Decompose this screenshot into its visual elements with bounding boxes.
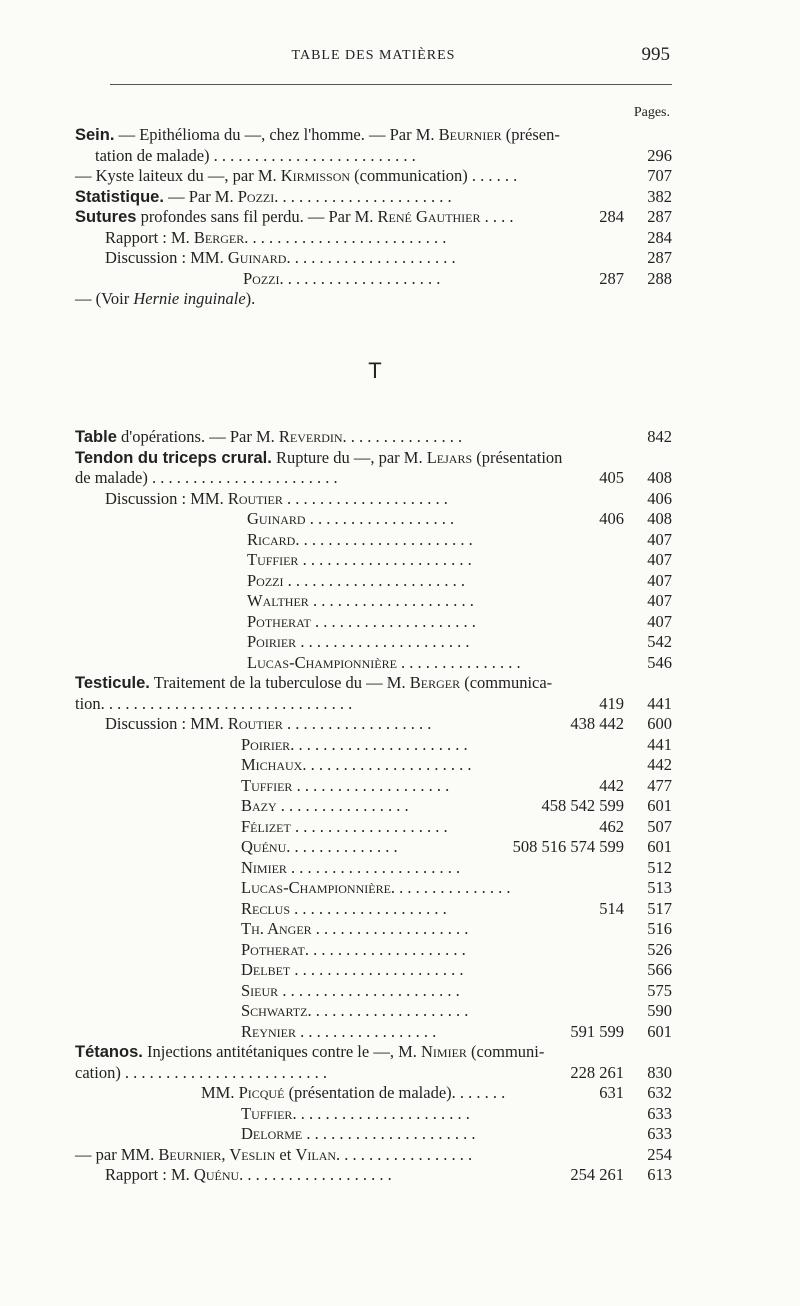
entry-text: . . . . . . . . . . . . . . . . . . . . . [298,550,472,569]
page-ref: 566 [647,960,672,979]
entry-text: . . . . . . . . . . . . . . . . . . . . . [302,1124,476,1143]
author-name: Lejars [426,447,473,467]
page-ref: 632 [647,1083,672,1102]
entry-text: . . . . . . . . . . . . . . . . . . . . . [286,248,456,267]
entry-text: cation) . . . . . . . . . . . . . . . . . . . . . . . . . [75,1062,328,1082]
author-name: Picqué [238,1083,285,1102]
entry-text: (présentation [472,447,563,467]
entry-text: Rupture du —, par M. [271,447,427,467]
index-entry [75,146,672,167]
entry-text: ). [245,289,256,308]
entry-text: de malade) . . . . . . . . . . . . . . . . . . . . . . . [75,468,338,487]
header-rule [110,84,672,85]
page-ref: 284 [647,227,672,247]
page-ref: 633 [647,1103,672,1123]
page-ref: 407 [647,591,672,610]
page-ref: 512 [647,857,672,877]
index-entry [75,1083,672,1104]
author-name: Berger [193,227,245,247]
index-block-t [75,427,672,1186]
index-entry [75,207,672,228]
entry-text: . . . . . . . . . . . . . . . . . . . . [304,939,466,959]
page-ref: 633 [647,1124,672,1143]
index-entry [75,735,672,756]
entry-text: . . . . . . . . . . . . . . . . . . . [311,919,469,938]
index-entry [75,550,672,571]
section-letter: T [368,358,382,383]
author-name: Beurnier [438,125,502,144]
entry-text: — Epithélioma du —, chez l'homme. — Par M. [114,125,439,144]
page-ref: 590 [647,1001,672,1020]
author-name: Reverdin [278,427,343,446]
index-entry [75,940,672,961]
pages-column-label: Pages. [633,105,670,120]
page-ref: 601 [647,1021,672,1041]
entry-text: . . . . . . . . . . . . . . . . . . . . . . [283,570,465,590]
page-ref: 407 [647,529,672,549]
index-entry [75,755,672,776]
entry-text: . . . . . . . . . . . . . . . . . . . . [279,268,441,288]
entry-text: et [275,1144,296,1164]
page-ref: 441 [647,734,672,754]
index-entry [75,632,672,653]
index-entry [75,591,672,612]
page-ref: 613 [647,1165,672,1184]
entry-text: . . . . . . . . . . . . . . . . . . . . . . [274,186,452,206]
author-name: Poirier [241,734,291,754]
page-refs: 508 516 574 599 [512,837,624,856]
entry-text: . . . . . . . . . . . . . . . . . . . . [282,488,448,508]
page-ref: 407 [647,611,672,631]
author-name: Th. Anger [241,919,312,938]
author-name: Potherat [241,939,305,959]
author-name: Michaux [241,755,303,774]
page-refs: 514 [599,898,624,918]
entry-heading: Sein. [75,126,115,144]
author-name: Nimier [421,1042,467,1061]
entry-text: . . . . . . . . . . . . . . . . . . [305,509,455,528]
page-refs: 438 442 [570,714,624,733]
page-ref: 407 [647,550,672,569]
author-name: Tuffier [247,550,299,569]
entry-text: . . . . . . . . . . . . . . . . . . . . . . [295,529,473,549]
author-name: Félizet [241,816,291,836]
page-ref: 408 [647,468,672,487]
author-name: Beurnier, Veslin [158,1144,276,1164]
page-ref: 287 [647,248,672,267]
entry-text: . . . . . . . . . . . . . . . [390,878,511,897]
entry-heading: Sutures [75,208,137,226]
author-name: Tuffier [241,775,293,795]
index-entry [75,673,672,694]
author-name: Routier [227,714,283,733]
running-header [75,46,672,76]
index-entry [75,1042,672,1063]
entry-text: Injections antitétaniques contre le —, M. [142,1042,421,1061]
page-refs: 228 261 [570,1062,624,1082]
index-entry [75,571,672,592]
author-name: Schwartz [241,1001,308,1020]
index-entry [75,694,672,715]
index-entry [75,530,672,551]
index-entry [75,1104,672,1125]
entry-text: Rapport : M. [105,227,194,247]
page-ref: 382 [647,186,672,206]
entry-text: . . . . . . . . . . . . . . . . . [296,1021,437,1041]
index-entry [75,166,672,187]
index-entry [75,1145,672,1166]
index-entry [75,489,672,510]
author-name: Nimier [241,857,287,877]
author-name: Reclus [241,898,291,918]
entry-text: — Kyste laiteux du —, par M. [75,166,281,185]
author-name: Delorme [241,1124,303,1143]
running-title: TABLE DES MATIÈRES [291,48,456,63]
entry-text: . . . . . . . . . . . . . . . . . . . [292,775,450,795]
page-ref: 601 [647,796,672,815]
entry-text: — (Voir [75,289,134,308]
index-entry [75,817,672,838]
entry-text: . . . . . . . . . . . . . . . . . . . . . . [292,1103,470,1123]
index-entry [75,612,672,633]
entry-text: (communication) . . . . . . [350,166,518,185]
index-entry [75,1001,672,1022]
entry-text: . . . . . . . . . . . . . . . [396,652,521,672]
index-entry [75,1124,672,1145]
entry-text: . . . . . . . . . . . . . . . . [276,796,409,815]
page-ref: 296 [647,145,672,165]
entry-text: Traitement de la tuberculose du — M. [149,673,410,692]
page-ref: 513 [647,878,672,897]
author-name: René Gauthier [377,207,481,226]
entry-text: (présen- [501,125,560,144]
page-refs: 419 [599,693,624,713]
page-ref: 546 [647,652,672,672]
page-refs: 287 [599,268,624,288]
entry-text: Rapport : M. [105,1165,194,1184]
index-entry [75,289,672,310]
index-entry [75,1165,672,1186]
entry-text: . . . . . . . . . . . . . . . . . . . . . . . . . [244,227,447,247]
page-ref: 542 [647,632,672,651]
index-entry [75,1063,672,1084]
entry-heading: Statistique. [75,187,164,206]
entry-text: . . . . . . . . . . . . . . . . . . . . . [286,857,461,877]
page-ref: 575 [647,980,672,1000]
entry-heading: Tendon du triceps crural. [75,448,272,467]
index-entry [75,878,672,899]
entry-text: . . . . [480,207,514,226]
author-name: Ricard [247,529,296,549]
page-ref: 526 [647,939,672,959]
page-ref: 842 [647,427,672,446]
entry-text: MM. [201,1083,239,1102]
entry-text: . . . . . . . . . . . . . . . . . . . . . [296,632,470,651]
page-ref: 707 [647,166,672,185]
index-entry [75,125,672,146]
index-entry [75,960,672,981]
entry-text: . . . . . . . . . . . . . . . . . . . . [310,611,476,631]
index-entry [75,427,672,448]
entry-text: . . . . . . . . . . . . . . . . . . . [239,1165,392,1184]
page-refs: 631 [599,1083,624,1102]
index-entry [75,776,672,797]
page-refs: 442 [599,775,624,795]
author-name: Routier [227,488,283,508]
entry-text: . . . . . . . . . . . . . . . . . . . . . . [278,980,460,1000]
page-ref: 407 [647,570,672,590]
entry-text: . . . . . . . . . . . . . . . . . . . . . . [290,734,468,754]
entry-text: — par MM. [75,1144,159,1164]
author-name: Reynier [241,1021,296,1041]
author-name: Lucas-Championnière [241,878,391,897]
author-name: Walther [247,591,309,610]
author-name: Berger [409,673,461,692]
index-entry [75,837,672,858]
author-name: Quénu [241,837,287,856]
index-entry [75,269,672,290]
index-entry [75,248,672,269]
entry-text: — Par M. [163,186,238,206]
author-name: Tuffier [241,1103,293,1123]
entry-text: (communi- [466,1042,545,1061]
author-name: Pozzi [243,268,280,288]
page-ref: 406 [647,488,672,508]
author-name: Potherat [247,611,311,631]
entry-text: . . . . . . . . . . . . . . . . . . [282,714,432,733]
index-entry [75,468,672,489]
author-name: Pozzi [247,570,284,590]
entry-text: . . . . . . . . . . . . . . [286,837,398,856]
index-entry [75,187,672,208]
index-entry [75,858,672,879]
author-name: Poirier [247,632,297,651]
entry-text: Hernie inguinale [133,289,246,308]
page-ref: 288 [647,268,672,288]
page-ref: 601 [647,837,672,856]
author-name: Sieur [241,980,279,1000]
page-ref: 517 [647,898,672,918]
entry-text: Discussion : MM. [105,714,228,733]
entry-heading: Testicule. [75,674,150,692]
page-refs: 405 [599,468,624,487]
page-number: 995 [641,44,670,65]
page-ref: 516 [647,919,672,938]
entry-text: . . . . . . . . . . . . . . . . . [336,1144,473,1164]
page-refs: 284 [599,207,624,226]
entry-text: Discussion : MM. [105,488,228,508]
entry-text: . . . . . . . . . . . . . . . [342,427,463,446]
index-entry [75,228,672,249]
entry-text: . . . . . . . . . . . . . . . . . . . . . [290,960,464,979]
entry-heading: Table [75,428,117,446]
author-name: Lucas-Championnière [247,652,397,672]
index-entry [75,509,672,530]
page-ref: 600 [647,714,672,733]
page-refs: 406 [599,509,624,528]
index-entry [75,796,672,817]
author-name: Delbet [241,960,291,979]
page-ref: 830 [647,1062,672,1082]
page-ref: 287 [647,207,672,226]
page-refs: 591 599 [570,1021,624,1041]
index-entry [75,981,672,1002]
index-entry [75,653,672,674]
author-name: Quénu [193,1165,240,1184]
entry-text: d'opérations. — Par M. [116,427,279,446]
index-entry [75,448,672,469]
page-ref: 507 [647,816,672,836]
entry-text: tion. . . . . . . . . . . . . . . . . . . . . . . . . . . . . . . [75,693,353,713]
page-ref: 477 [647,775,672,795]
author-name: Kirmisson [280,166,351,185]
entry-text: (communica- [460,673,553,692]
page-refs: 462 [599,816,624,836]
page-refs: 254 261 [570,1165,624,1184]
entry-text: profondes sans fil perdu. — Par M. [136,207,378,226]
page-ref: 254 [647,1144,672,1164]
page-refs: 458 542 599 [541,796,624,815]
entry-text: . . . . . . . . . . . . . . . . . . . [290,816,448,836]
entry-text: tation de malade) . . . . . . . . . . . . . . . . . . . . . . . . . [95,145,416,165]
page-ref: 441 [647,693,672,713]
page-ref: 408 [647,509,672,528]
entry-text: . . . . . . . . . . . . . . . . . . . [290,898,447,918]
index-block-s [75,125,672,310]
entry-text: . . . . . . . . . . . . . . . . . . . . . [302,755,472,774]
author-name: Guinard [227,248,287,267]
author-name: Vilan [295,1144,337,1164]
entry-text: Discussion : MM. [105,248,228,267]
entry-text: . . . . . . . . . . . . . . . . . . . . [307,1001,469,1020]
entry-heading: Tétanos. [75,1043,143,1061]
index-entry [75,714,672,735]
author-name: Pozzi [237,186,275,206]
page-ref: 442 [647,755,672,774]
index-entry [75,899,672,920]
entry-text: . . . . . . . . . . . . . . . . . . . . [308,591,474,610]
index-entry [75,919,672,940]
author-name: Bazy [241,796,277,815]
author-name: Guinard [247,509,306,528]
entry-text: (présentation de malade). . . . . . . [284,1083,506,1102]
index-entry [75,1022,672,1043]
